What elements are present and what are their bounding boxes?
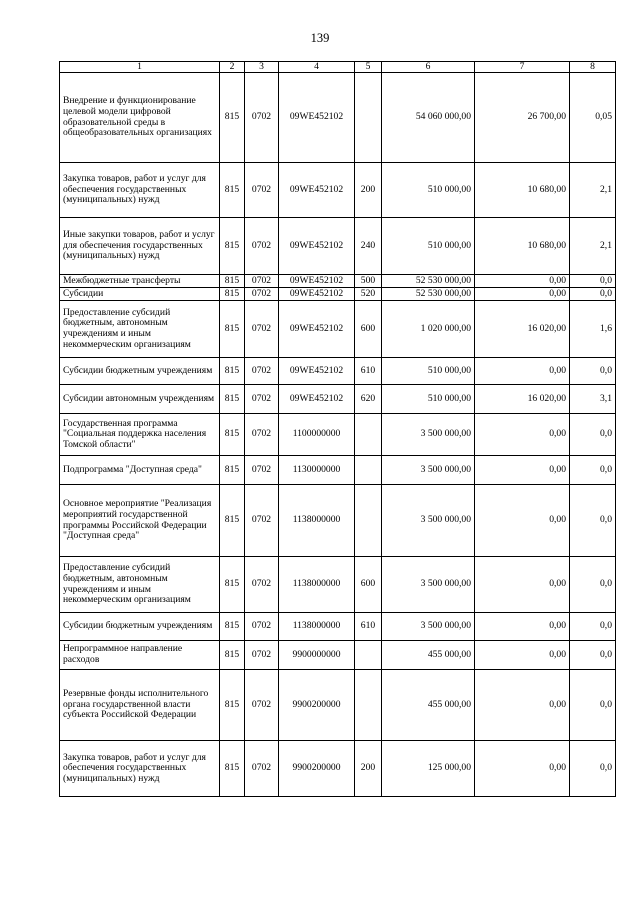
- row-actual-cell: 0,00: [475, 641, 570, 670]
- row-target-code-cell: 09WE452102: [279, 385, 355, 414]
- table-row: [60, 741, 616, 797]
- column-header: 8: [570, 62, 616, 73]
- row-name-cell: Подпрограмма "Доступная среда": [60, 456, 220, 485]
- row-plan-cell: 455 000,00: [382, 670, 475, 741]
- row-target-code-cell: 09WE452102: [279, 275, 355, 288]
- column-header: 6: [382, 62, 475, 73]
- row-percent-cell: 0,0: [570, 485, 616, 557]
- row-section-cell: 0702: [245, 613, 279, 641]
- row-code-cell: 815: [220, 301, 245, 358]
- row-code-cell: 815: [220, 641, 245, 670]
- row-name-cell: Межбюджетные трансферты: [60, 275, 220, 288]
- row-code-cell: 815: [220, 414, 245, 456]
- row-type-cell: 610: [355, 613, 382, 641]
- row-actual-cell: 0,00: [475, 358, 570, 385]
- table-row: [60, 218, 616, 275]
- row-name-cell: Основное мероприятие "Реализация мероприятий государственной программы Российской Федерации "Доступная среда": [60, 485, 220, 557]
- row-percent-cell: 0,0: [570, 613, 616, 641]
- row-target-code-cell: 1138000000: [279, 557, 355, 613]
- row-plan-cell: 125 000,00: [382, 741, 475, 797]
- row-actual-cell: 0,00: [475, 456, 570, 485]
- table-row: [60, 73, 616, 163]
- row-name-cell: Иные закупки товаров, работ и услуг для обеспечения государственных (муниципальных) нужд: [60, 218, 220, 275]
- row-code-cell: 815: [220, 288, 245, 301]
- row-plan-cell: 510 000,00: [382, 163, 475, 218]
- row-percent-cell: 3,1: [570, 385, 616, 414]
- row-section-cell: 0702: [245, 456, 279, 485]
- table-row: [60, 301, 616, 358]
- row-plan-cell: 54 060 000,00: [382, 73, 475, 163]
- row-target-code-cell: 9900000000: [279, 641, 355, 670]
- row-actual-cell: 0,00: [475, 557, 570, 613]
- row-name-cell: Закупка товаров, работ и услуг для обеспечения государственных (муниципальных) нужд: [60, 163, 220, 218]
- row-percent-cell: 0,0: [570, 670, 616, 741]
- row-section-cell: 0702: [245, 288, 279, 301]
- row-section-cell: 0702: [245, 275, 279, 288]
- row-type-cell: 500: [355, 275, 382, 288]
- row-plan-cell: 3 500 000,00: [382, 456, 475, 485]
- table-row: [60, 641, 616, 670]
- row-section-cell: 0702: [245, 414, 279, 456]
- row-target-code-cell: 09WE452102: [279, 301, 355, 358]
- row-code-cell: 815: [220, 741, 245, 797]
- row-plan-cell: 510 000,00: [382, 358, 475, 385]
- row-name-cell: Предоставление субсидий бюджетным, автономным учреждениям и иным некоммерческим организациям: [60, 301, 220, 358]
- row-actual-cell: 0,00: [475, 670, 570, 741]
- row-type-cell: 610: [355, 358, 382, 385]
- row-name-cell: Внедрение и функционирование целевой модели цифровой образовательной среды в общеобразовательных организациях: [60, 73, 220, 163]
- table-row: [60, 485, 616, 557]
- row-name-cell: Закупка товаров, работ и услуг для обеспечения государственных (муниципальных) нужд: [60, 741, 220, 797]
- table-row: [60, 275, 616, 288]
- row-code-cell: 815: [220, 557, 245, 613]
- row-name-cell: Субсидии: [60, 288, 220, 301]
- column-header: 4: [279, 62, 355, 73]
- row-target-code-cell: 1100000000: [279, 414, 355, 456]
- row-actual-cell: 0,00: [475, 414, 570, 456]
- row-percent-cell: 0,0: [570, 288, 616, 301]
- row-plan-cell: 3 500 000,00: [382, 613, 475, 641]
- row-name-cell: Субсидии автономным учреждениям: [60, 385, 220, 414]
- row-target-code-cell: 1138000000: [279, 485, 355, 557]
- row-type-cell: 520: [355, 288, 382, 301]
- row-plan-cell: 3 500 000,00: [382, 414, 475, 456]
- row-type-cell: 600: [355, 301, 382, 358]
- row-section-cell: 0702: [245, 385, 279, 414]
- row-percent-cell: 2,1: [570, 163, 616, 218]
- row-percent-cell: 1,6: [570, 301, 616, 358]
- table-row: [60, 288, 616, 301]
- row-percent-cell: 0,0: [570, 414, 616, 456]
- row-target-code-cell: 09WE452102: [279, 73, 355, 163]
- row-name-cell: Государственная программа "Социальная поддержка населения Томской области": [60, 414, 220, 456]
- row-target-code-cell: 09WE452102: [279, 288, 355, 301]
- row-target-code-cell: 09WE452102: [279, 358, 355, 385]
- row-actual-cell: 0,00: [475, 275, 570, 288]
- row-percent-cell: 0,0: [570, 275, 616, 288]
- column-header: 5: [355, 62, 382, 73]
- row-code-cell: 815: [220, 385, 245, 414]
- row-section-cell: 0702: [245, 218, 279, 275]
- header-row: [60, 62, 616, 73]
- table-row: [60, 385, 616, 414]
- row-type-cell: 620: [355, 385, 382, 414]
- row-name-cell: Непрограммное направление расходов: [60, 641, 220, 670]
- table-row: [60, 414, 616, 456]
- column-header: 2: [220, 62, 245, 73]
- row-name-cell: Предоставление субсидий бюджетным, автономным учреждениям и иным некоммерческим организациям: [60, 557, 220, 613]
- row-target-code-cell: 09WE452102: [279, 163, 355, 218]
- row-actual-cell: 26 700,00: [475, 73, 570, 163]
- row-section-cell: 0702: [245, 301, 279, 358]
- row-actual-cell: 16 020,00: [475, 385, 570, 414]
- row-type-cell: 200: [355, 163, 382, 218]
- row-actual-cell: 0,00: [475, 741, 570, 797]
- row-plan-cell: 510 000,00: [382, 218, 475, 275]
- table-row: [60, 613, 616, 641]
- row-code-cell: 815: [220, 73, 245, 163]
- row-plan-cell: 510 000,00: [382, 385, 475, 414]
- row-percent-cell: 0,0: [570, 358, 616, 385]
- column-header: 3: [245, 62, 279, 73]
- row-section-cell: 0702: [245, 163, 279, 218]
- row-target-code-cell: 09WE452102: [279, 218, 355, 275]
- row-type-cell: [355, 485, 382, 557]
- row-type-cell: [355, 414, 382, 456]
- row-plan-cell: 3 500 000,00: [382, 485, 475, 557]
- row-percent-cell: 0,0: [570, 557, 616, 613]
- table-row: [60, 557, 616, 613]
- table-row: [60, 670, 616, 741]
- row-code-cell: 815: [220, 613, 245, 641]
- row-type-cell: [355, 456, 382, 485]
- row-code-cell: 815: [220, 275, 245, 288]
- row-section-cell: 0702: [245, 641, 279, 670]
- row-type-cell: [355, 641, 382, 670]
- table-row: [60, 163, 616, 218]
- row-code-cell: 815: [220, 163, 245, 218]
- column-header: 7: [475, 62, 570, 73]
- row-percent-cell: 0,0: [570, 641, 616, 670]
- row-type-cell: 240: [355, 218, 382, 275]
- row-target-code-cell: 9900200000: [279, 670, 355, 741]
- row-name-cell: Субсидии бюджетным учреждениям: [60, 358, 220, 385]
- row-percent-cell: 2,1: [570, 218, 616, 275]
- row-section-cell: 0702: [245, 358, 279, 385]
- row-percent-cell: 0,0: [570, 456, 616, 485]
- row-actual-cell: 0,00: [475, 613, 570, 641]
- row-plan-cell: 52 530 000,00: [382, 275, 475, 288]
- column-header: 1: [60, 62, 220, 73]
- row-name-cell: Резервные фонды исполнительного органа государственной власти субъекта Российской Федерации: [60, 670, 220, 741]
- row-section-cell: 0702: [245, 557, 279, 613]
- row-code-cell: 815: [220, 456, 245, 485]
- row-section-cell: 0702: [245, 741, 279, 797]
- row-percent-cell: 0,0: [570, 741, 616, 797]
- row-actual-cell: 16 020,00: [475, 301, 570, 358]
- row-type-cell: [355, 73, 382, 163]
- row-name-cell: Субсидии бюджетным учреждениям: [60, 613, 220, 641]
- page-number: 139: [310, 31, 330, 45]
- row-plan-cell: 52 530 000,00: [382, 288, 475, 301]
- row-section-cell: 0702: [245, 73, 279, 163]
- row-type-cell: 200: [355, 741, 382, 797]
- row-actual-cell: 0,00: [475, 288, 570, 301]
- budget-table: [59, 61, 616, 797]
- row-type-cell: 600: [355, 557, 382, 613]
- row-actual-cell: 10 680,00: [475, 218, 570, 275]
- row-target-code-cell: 9900200000: [279, 741, 355, 797]
- row-code-cell: 815: [220, 670, 245, 741]
- row-actual-cell: 0,00: [475, 485, 570, 557]
- row-code-cell: 815: [220, 485, 245, 557]
- row-type-cell: [355, 670, 382, 741]
- row-actual-cell: 10 680,00: [475, 163, 570, 218]
- row-percent-cell: 0,05: [570, 73, 616, 163]
- row-target-code-cell: 1130000000: [279, 456, 355, 485]
- row-section-cell: 0702: [245, 485, 279, 557]
- row-target-code-cell: 1138000000: [279, 613, 355, 641]
- row-plan-cell: 455 000,00: [382, 641, 475, 670]
- row-code-cell: 815: [220, 218, 245, 275]
- row-plan-cell: 1 020 000,00: [382, 301, 475, 358]
- row-section-cell: 0702: [245, 670, 279, 741]
- row-code-cell: 815: [220, 358, 245, 385]
- table-row: [60, 456, 616, 485]
- table-row: [60, 358, 616, 385]
- row-plan-cell: 3 500 000,00: [382, 557, 475, 613]
